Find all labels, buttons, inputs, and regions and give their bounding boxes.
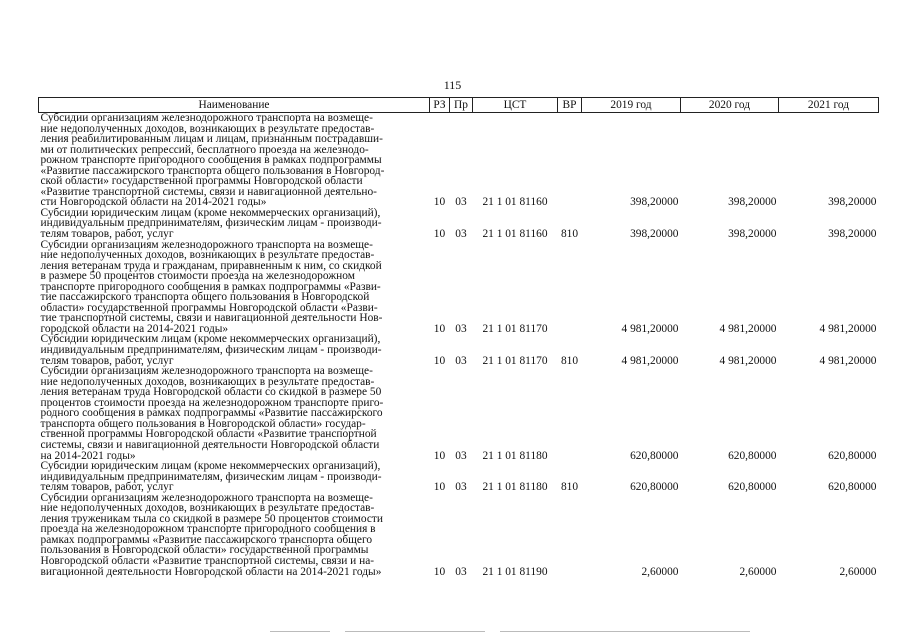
row-name-line: ления ветеранам труда и гражданам, приравненным к ним, со скидкой xyxy=(40,259,382,272)
row-name-line: ления реабилитированным лицам и лицам, признанным пострадавши- xyxy=(40,133,383,146)
row-name-line: городской области на 2014-2021 годы» xyxy=(40,322,229,335)
row-name-line: рожном транспорте пригородного сообщения в рамках подпрограммы xyxy=(40,154,382,167)
row-vr: 810 xyxy=(560,481,579,494)
row-pr: 03 xyxy=(455,481,467,494)
row-name xyxy=(39,334,430,366)
row-2021: 620,80000 xyxy=(828,449,877,462)
row-name-line: ми от политических репрессий, бесплатного проезда на железнодо- xyxy=(40,143,369,156)
row-name-line: сти Новгородской области на 2014-2021 годы» xyxy=(40,196,267,209)
header-vr: ВР xyxy=(558,98,582,113)
row-name-line: на 2014-2021 годы» xyxy=(40,449,136,462)
row-2019: 4 981,20000 xyxy=(621,322,679,335)
row-pr: 03 xyxy=(455,228,467,241)
row-name-line: индивидуальным предпринимателям, физическим лицам - производи- xyxy=(40,344,382,357)
row-name-line: вигационной деятельности Новгородской области на 2014-2021 годы» xyxy=(40,565,382,578)
row-name-line: Субсидии юридическим лицам (кроме некоммерческих организаций), xyxy=(40,333,381,346)
row-name xyxy=(39,208,430,240)
row-name-line: ления труженикам тыла со скидкой в размере 50 процентов стоимости xyxy=(40,512,383,525)
row-cst: 21 1 01 81170 xyxy=(482,322,548,335)
row-vr xyxy=(558,240,582,335)
row-2020: 4 981,20000 xyxy=(719,354,777,367)
row-name-line: Субсидии организациям железнодорожного транспорта на возмеще- xyxy=(40,491,373,504)
row-name xyxy=(39,366,430,461)
row-cst: 21 1 01 81180 xyxy=(482,449,548,462)
row-vr: 810 xyxy=(560,354,579,367)
row-name-line: ние недополученных доходов, возникающих в результате предостав- xyxy=(40,249,375,262)
row-name-line: Субсидии юридическим лицам (кроме некоммерческих организаций), xyxy=(40,206,381,219)
header-rz: РЗ xyxy=(430,98,450,113)
row-vr xyxy=(558,493,582,577)
row-name-line: Субсидии организациям железнодорожного транспорта на возмеще- xyxy=(40,365,373,378)
row-name-line: рамках подпрограммы «Развитие пассажирского транспорта общего xyxy=(40,533,373,546)
row-2021: 2,60000 xyxy=(839,565,877,578)
row-pr: 03 xyxy=(455,354,467,367)
table-row xyxy=(39,208,879,240)
row-name-line: системы, связи и навигационной деятельности Новгородской области xyxy=(40,438,380,451)
row-name-line: родного сообщения в рамках подпрограммы «Развитие пассажирского xyxy=(40,407,383,420)
row-name-line: индивидуальным предпринимателям, физическим лицам - производи- xyxy=(40,470,382,483)
row-name-line: ственной программы Новгородской области «Развитие транспортной xyxy=(40,428,377,441)
header-pr: Пр xyxy=(450,98,473,113)
row-pr: 03 xyxy=(455,449,467,462)
row-name-line: области» государственной программы Новгородской области «Разви- xyxy=(40,301,378,314)
row-cst: 21 1 01 81160 xyxy=(482,228,548,241)
table-row xyxy=(39,240,879,335)
header-2020: 2020 год xyxy=(681,98,779,113)
table-row xyxy=(39,334,879,366)
budget-table xyxy=(38,97,879,577)
row-name-line: проезда на железнодорожном транспорте пригородного сообщения в xyxy=(40,523,376,536)
row-2021: 398,20000 xyxy=(828,228,877,241)
row-name-line: процентов стоимости проезда на железнодорожном транспорте приго- xyxy=(40,396,384,409)
row-2019: 398,20000 xyxy=(630,228,679,241)
row-2019: 4 981,20000 xyxy=(621,354,679,367)
scan-artifact xyxy=(500,631,750,632)
row-rz: 10 xyxy=(433,322,446,335)
row-cst: 21 1 01 81160 xyxy=(482,196,548,209)
row-name-line: ления ветеранам труда Новгородской области со скидкой в размере 50 xyxy=(40,386,382,399)
row-name-line: Субсидии организациям железнодорожного транспорта на возмеще- xyxy=(40,112,373,124)
row-vr xyxy=(558,366,582,461)
row-cst: 21 1 01 81180 xyxy=(482,481,548,494)
row-name-line: тие транспортной системы, связи и навигационной деятельности Нов- xyxy=(40,312,383,325)
row-cst: 21 1 01 81170 xyxy=(482,354,548,367)
page-number: 115 xyxy=(443,78,462,92)
row-rz: 10 xyxy=(433,196,446,209)
scan-artifact xyxy=(270,631,330,632)
table-row xyxy=(39,366,879,461)
row-vr: 810 xyxy=(560,228,579,241)
row-2020: 620,80000 xyxy=(728,481,777,494)
row-name-line: «Развитие транспортной системы, связи и навигационной деятельно- xyxy=(40,185,377,198)
row-2021: 4 981,20000 xyxy=(819,322,877,335)
row-name xyxy=(39,493,430,577)
row-rz: 10 xyxy=(433,354,446,367)
row-2020: 398,20000 xyxy=(728,196,777,209)
row-cst: 21 1 01 81190 xyxy=(482,565,548,578)
row-rz: 10 xyxy=(433,228,446,241)
row-vr xyxy=(558,113,582,208)
row-name xyxy=(39,240,430,335)
row-2020: 4 981,20000 xyxy=(719,322,777,335)
table-row xyxy=(39,493,879,577)
row-name-line: в размере 50 процентов стоимости проезда на железнодорожном xyxy=(40,270,355,283)
header-cst: ЦСТ xyxy=(473,98,558,113)
header-2019: 2019 год xyxy=(582,98,681,113)
row-2020: 2,60000 xyxy=(739,565,777,578)
table-row xyxy=(39,113,879,208)
row-name-line: ние недополученных доходов, возникающих в результате предостав- xyxy=(40,122,375,135)
row-name xyxy=(39,461,430,493)
row-2021: 620,80000 xyxy=(828,481,877,494)
row-2019: 620,80000 xyxy=(630,481,679,494)
row-name-line: телям товаров, работ, услуг xyxy=(40,481,174,494)
row-rz: 10 xyxy=(433,449,446,462)
row-name-line: Субсидии организациям железнодорожного транспорта на возмеще- xyxy=(40,238,373,251)
row-name-line: ние недополученных доходов, возникающих в результате предостав- xyxy=(40,502,375,515)
header-name: Наименование xyxy=(39,98,430,113)
row-name-line: транспорте пригородного сообщения в рамках подпрограммы «Разви- xyxy=(40,280,381,293)
row-name-line: тие пассажирского транспорта общего пользования в Новгородской xyxy=(40,291,370,304)
header-2021: 2021 год xyxy=(779,98,879,113)
row-name xyxy=(39,113,430,208)
row-name-line: ской области» государственной программы Новгородской области xyxy=(40,175,363,188)
row-name-line: телям товаров, работ, услуг xyxy=(40,228,174,241)
row-2021: 398,20000 xyxy=(828,196,877,209)
row-2019: 2,60000 xyxy=(641,565,679,578)
row-pr: 03 xyxy=(455,196,467,209)
row-name-line: Новгородской области «Развитие транспортной системы, связи и на- xyxy=(40,554,375,567)
row-pr: 03 xyxy=(455,322,467,335)
row-pr: 03 xyxy=(455,565,467,578)
row-2021: 4 981,20000 xyxy=(819,354,877,367)
row-name-line: транспорта общего пользования в Новгородской области» государ- xyxy=(40,417,366,430)
scan-artifact xyxy=(345,631,485,632)
row-2019: 398,20000 xyxy=(630,196,679,209)
row-2019: 620,80000 xyxy=(630,449,679,462)
row-name-line: телям товаров, работ, услуг xyxy=(40,354,174,367)
row-rz: 10 xyxy=(433,565,446,578)
row-name-line: «Развитие пассажирского транспорта общего пользования в Новгород- xyxy=(40,164,385,177)
row-name-line: ние недополученных доходов, возникающих в результате предостав- xyxy=(40,375,375,388)
row-name-line: пользования в Новгородской области» государственной программы xyxy=(40,544,369,557)
row-rz: 10 xyxy=(433,481,446,494)
row-name-line: Субсидии юридическим лицам (кроме некоммерческих организаций), xyxy=(40,460,381,473)
row-2020: 620,80000 xyxy=(728,449,777,462)
header-row xyxy=(39,98,879,113)
row-2020: 398,20000 xyxy=(728,228,777,241)
table-row xyxy=(39,461,879,493)
row-name-line: индивидуальным предпринимателям, физическим лицам - производи- xyxy=(40,217,382,230)
